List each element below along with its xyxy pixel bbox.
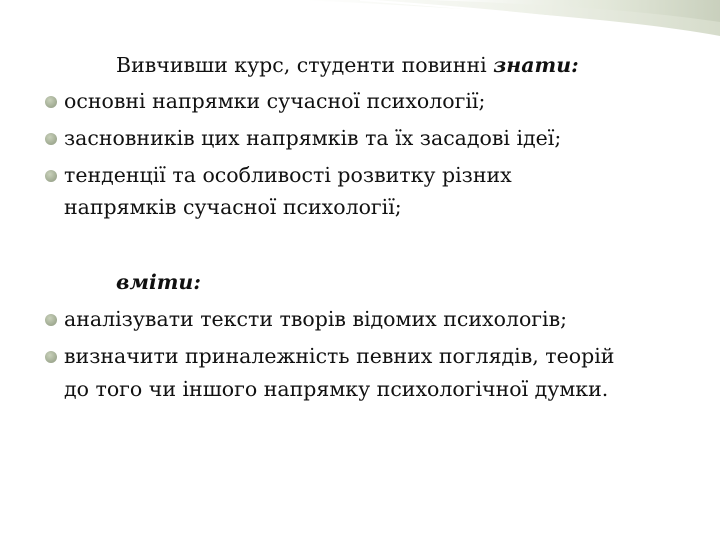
skills-heading: вміти: — [116, 270, 201, 294]
bullet-icon — [45, 96, 57, 108]
skill-item-2-line-1: визначити приналежність певних поглядів, теорій — [64, 344, 615, 368]
know-item-3-line-1: тенденції та особливості розвитку різних — [64, 163, 512, 187]
skill-item-2-line-2: до того чи іншого напрямку психологічної думки. — [64, 377, 609, 401]
bullet-icon — [45, 133, 57, 145]
know-item-2: засновників цих напрямків та їх засадові ідеї; — [64, 126, 562, 150]
bullet-icon — [45, 351, 57, 363]
know-item-1: основні напрямки сучасної психології; — [64, 89, 486, 113]
bullet-icon — [45, 314, 57, 326]
intro-text: Вивчивши курс, студенти повинні — [116, 53, 494, 77]
know-item-3-line-2: напрямків сучасної психології; — [64, 195, 402, 219]
skill-item-1: аналізувати тексти творів відомих психологів; — [64, 307, 568, 331]
intro-line — [116, 52, 579, 78]
bullet-icon — [45, 170, 57, 182]
intro-emphasis: знати: — [493, 53, 579, 77]
